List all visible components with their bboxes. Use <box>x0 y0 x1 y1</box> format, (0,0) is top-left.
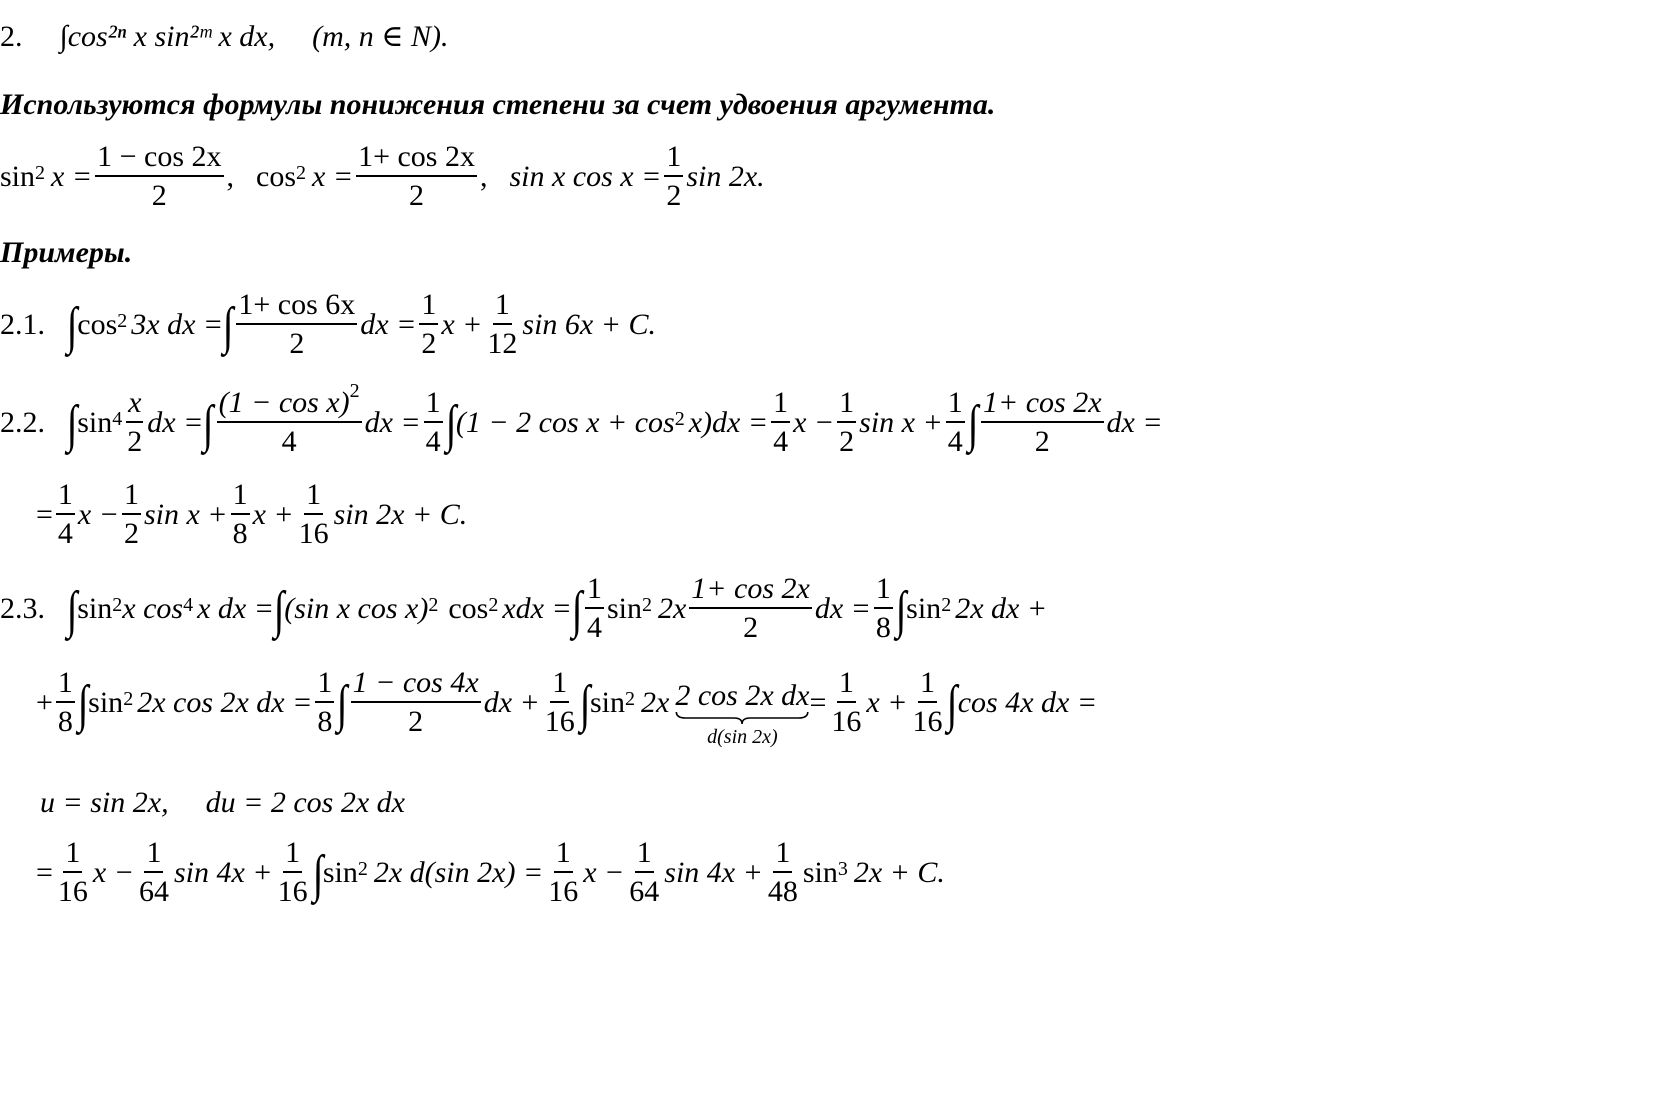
f3-right: sin 2x. <box>686 159 765 193</box>
ex23-l2-b: 2x cos 2x dx = <box>137 685 313 719</box>
ex23-l3: u = sin 2x, <box>40 786 169 819</box>
ex23-l4-frac5 <box>627 838 661 907</box>
f3-num: 1 <box>664 142 683 177</box>
ex23-l2-plus: + <box>36 685 53 719</box>
ex23-l4-d2: 64 <box>138 875 169 908</box>
ex22-h: sin x + <box>859 405 943 439</box>
ex22-frac6 <box>946 388 965 457</box>
example-2-1: 2.1. ∫ cos $^2$ 3x dx = ∫ $\frac{1+ \cos 6x}{2}$ dx = $\frac{1}{2}$ x + $\frac{1}{12}$ sin 6x + C. <box>0 288 657 360</box>
ex23-l4-n1: 1 <box>63 838 82 873</box>
ex21-d2: 2 <box>421 327 437 360</box>
ex22-n4: 1 <box>771 388 790 423</box>
ex23-l2-n6: 1 <box>918 668 937 703</box>
integral-sign: ∫ <box>66 297 78 355</box>
f1-den: 2 <box>151 179 167 212</box>
integral-sign: ∫ <box>947 675 958 733</box>
ex23-l4-frac6 <box>766 838 800 907</box>
ex22-i: dx = <box>1106 405 1163 439</box>
ex22-e: (1 − 2 cos x + cos <box>455 405 675 439</box>
ex23-l2-d2: 8 <box>317 705 333 738</box>
ex22-r-frac1 <box>56 480 75 549</box>
ex23-l2-frac1 <box>56 668 75 737</box>
ex22-r-frac2 <box>122 480 141 549</box>
integral-sign: ∫ <box>337 675 348 733</box>
f1-var: x = <box>51 159 93 193</box>
ex22-r-d2: 2 <box>123 517 139 550</box>
ex23-l4-d6: 48 <box>767 875 798 908</box>
ex23-l2-frac3 <box>351 668 481 737</box>
ex23-l4-frac3 <box>276 838 310 907</box>
ex22-r-d: sin 2x + C. <box>333 497 468 531</box>
ex23-i: dx = <box>814 591 871 625</box>
ex23-j: sin <box>906 591 942 625</box>
ex22-f: x)dx = <box>688 405 769 439</box>
ex22-r-d1: 4 <box>57 517 73 550</box>
example-2-3-result: = $\frac{1}{16}$ x − $\frac{1}{64}$ sin 4x + $\frac{1}{16}$ ∫ sin $^2$ 2x d(sin 2x) = $\frac{1}{16}$ x − $\frac{1}{64}$ sin 4x + $\frac{1}{48}$ sin $^3$ 2x + C. <box>36 836 945 908</box>
integral-sign: ∫ <box>66 395 78 453</box>
ex23-frac1 <box>585 574 604 643</box>
ex23-l4-h: 2x + C. <box>853 855 945 889</box>
ex23-l2-c: dx + <box>483 685 540 719</box>
ex22-d6: 4 <box>947 425 963 458</box>
ex21-f: sin 6x + C. <box>522 307 657 341</box>
ex23-l4-n2: 1 <box>144 838 163 873</box>
ex23-l2-n3: 1 − cos 4x <box>351 668 481 703</box>
ex22-r-n3: 1 <box>231 480 250 515</box>
integral-sign: ∫ <box>312 845 324 903</box>
integral-sign: ∫ <box>967 395 979 453</box>
integral-sign: ∫ <box>895 581 907 639</box>
heading-condition: (m, n ∈ N). <box>312 20 449 53</box>
heading-integral: ∫cos²ⁿ x sin²ᵐ x dx, <box>59 20 276 53</box>
f3-left: sin x cos x = <box>509 159 662 193</box>
f2-var: x = <box>312 159 354 193</box>
ex23-k: 2x dx + <box>955 591 1048 625</box>
example-2-2-result <box>36 480 467 549</box>
ex22-frac5 <box>837 388 856 457</box>
ex22-r-n1: 1 <box>56 480 75 515</box>
ex23-l4-g: sin <box>802 855 838 889</box>
ex21-c: dx = <box>360 307 417 341</box>
ex23-n3: 1 <box>874 574 893 609</box>
ex21-n2: 1 <box>419 290 438 325</box>
ex22-n5: 1 <box>837 388 856 423</box>
ex23-l2-d3: 2 <box>408 705 424 738</box>
ex23-l4-d1: 16 <box>57 875 88 908</box>
ex23-l2-d5: 16 <box>831 705 862 738</box>
ex22-n2-wrap <box>217 380 362 423</box>
integral-sign: ∫ <box>222 297 234 355</box>
formulas-line: sin $^2$ x = $\frac{1 - \cos 2x}{2}$ , cos $^2$ x = $\frac{1+ \cos 2x}{2}$ , sin x cos x = $\frac{1}{2}$ sin 2x. <box>0 140 765 212</box>
ex23-l4-d5: 64 <box>629 875 660 908</box>
ex21-n1: 1+ cos 6x <box>236 290 357 325</box>
integral-sign: ∫ <box>77 675 89 733</box>
ex22-b: dx = <box>147 405 204 439</box>
ex22-r-eq: = <box>36 497 53 531</box>
ex23-l2-g: x + <box>866 685 908 719</box>
ex23-l4-c: sin <box>322 855 358 889</box>
ex23-l4-frac2 <box>137 838 171 907</box>
ex22-n1: x <box>126 388 143 423</box>
f3-fraction <box>664 142 683 211</box>
ex23-n2: 1+ cos 2x <box>689 574 812 609</box>
substitution-line <box>40 788 405 818</box>
ex22-frac2 <box>217 380 362 458</box>
ex21-frac1 <box>236 290 357 359</box>
ex23-l2-e: 2x <box>641 685 670 719</box>
ex23-l4-e: x − <box>583 855 625 889</box>
ex23-l2-brace-bottom: d(sin 2x) <box>707 725 778 748</box>
ex21-label: 2.1. <box>0 307 45 341</box>
f2-left: cos <box>256 159 296 193</box>
ex23-d2: 2 <box>743 611 759 644</box>
ex23-l4-n3: 1 <box>283 838 302 873</box>
f2-num: 1+ cos 2x <box>356 142 477 177</box>
ex23-l2-d1: 8 <box>57 705 73 738</box>
ex23-e: cos <box>448 591 489 625</box>
f3-den: 2 <box>666 179 682 212</box>
ex22-n7: 1+ cos 2x <box>981 388 1104 423</box>
ex23-l2-n5: 1 <box>837 668 856 703</box>
underbrace-icon <box>675 711 809 725</box>
ex23-f: xdx = <box>502 591 572 625</box>
ex23-l4-frac1 <box>56 838 90 907</box>
ex21-a: cos <box>77 307 118 341</box>
ex22-a: sin <box>77 405 113 439</box>
ex21-b: 3x dx = <box>131 307 224 341</box>
ex22-label: 2.2. <box>0 405 45 439</box>
ex22-d4: 4 <box>773 425 789 458</box>
ex23-label: 2.3. <box>0 591 45 625</box>
ex23-l4-d3: 16 <box>277 875 308 908</box>
ex22-c: dx = <box>364 405 421 439</box>
ex23-d1: 4 <box>586 611 602 644</box>
ex23-h: 2x <box>657 591 687 625</box>
ex22-d5: 2 <box>839 425 855 458</box>
underbrace-group <box>675 678 810 748</box>
ex23-d: (sin x cos x) <box>284 591 429 625</box>
ex23-l2-h: cos 4x dx = <box>957 685 1098 719</box>
ex22-n6: 1 <box>946 388 965 423</box>
ex23-frac3 <box>874 574 893 643</box>
ex21-frac2 <box>419 290 438 359</box>
ex23-l2-n2: 1 <box>315 668 334 703</box>
ex23-l2-d6: 16 <box>912 705 943 738</box>
ex23-l2-n4: 1 <box>550 668 569 703</box>
ex22-r-c: x + <box>252 497 294 531</box>
ex22-r-d4: 16 <box>298 517 329 550</box>
ex23-c: x dx = <box>197 591 274 625</box>
ex21-n3: 1 <box>493 290 512 325</box>
ex23-l2-frac2 <box>315 668 334 737</box>
ex22-g: x − <box>793 405 835 439</box>
ex22-r-frac3 <box>231 480 250 549</box>
intro-text: Используются формулы понижения степени за счет удвоения аргумента. <box>0 88 996 121</box>
example-2-2: 2.2. ∫ sin $^4$ $\frac{x}{2}$ dx = ∫ $\frac{(1 - \cos x)^2}{4}$ dx = $\frac{1}{4}$ ∫ (1 − 2 cos x + cos $^2$ x)dx = $\frac{1}{4}$ x − $\frac{1}{2}$ sin x + $\frac{1}{4}$ ∫ $\frac{1+ \cos 2x}{2}$ dx = <box>0 380 1163 458</box>
integral-sign: ∫ <box>445 395 457 453</box>
ex23-l4-a: x − <box>92 855 134 889</box>
ex23-d3: 8 <box>875 611 891 644</box>
ex22-d7: 2 <box>1034 425 1050 458</box>
ex21-d3: 12 <box>487 327 518 360</box>
ex23-l2-n1: 1 <box>56 668 75 703</box>
ex23-l4-b: sin 4x + <box>173 855 273 889</box>
ex22-r-frac4 <box>297 480 331 549</box>
ex23-l2-frac5 <box>829 668 863 737</box>
f2-den: 2 <box>409 179 425 212</box>
ex23-l2-d4: 16 <box>544 705 575 738</box>
ex22-d2: 4 <box>281 425 297 458</box>
integral-sign: ∫ <box>273 581 285 639</box>
ex23-l2-frac6 <box>910 668 944 737</box>
ex23-l4-n5: 1 <box>635 838 654 873</box>
ex23-g: sin <box>606 591 642 625</box>
ex23-l2-brace-top: 2 cos 2x dx <box>675 678 810 712</box>
ex23-l4-n4: 1 <box>554 838 573 873</box>
ex23-l2-frac4 <box>543 668 577 737</box>
ex21-frac3 <box>485 290 519 359</box>
ex21-d1: 2 <box>289 327 305 360</box>
ex22-r-a: x − <box>77 497 119 531</box>
f1-fraction <box>95 142 223 211</box>
ex23-frac2 <box>689 574 812 643</box>
ex22-d3: 4 <box>425 425 441 458</box>
ex23-n1: 1 <box>585 574 604 609</box>
ex22-n2-pow: 2 <box>349 380 360 402</box>
ex22-d1: 2 <box>127 425 143 458</box>
f2-fraction <box>356 142 477 211</box>
integral-sign: ∫ <box>571 581 583 639</box>
ex23-l4-d4: 16 <box>548 875 579 908</box>
f1-left: sin <box>0 159 36 193</box>
ex23-l2-f: = <box>809 685 827 719</box>
ex22-r-d3: 8 <box>232 517 248 550</box>
ex21-e: x + <box>441 307 483 341</box>
heading-number: 2. <box>0 20 23 53</box>
ex23-l3b: du = 2 cos 2x dx <box>205 786 405 819</box>
ex23-l2-a: sin <box>88 685 124 719</box>
ex22-frac3 <box>424 388 443 457</box>
ex23-b: x cos <box>122 591 184 625</box>
integral-sign: ∫ <box>579 675 591 733</box>
examples-label: Примеры. <box>0 236 133 269</box>
ex23-l4-eq: = <box>36 855 53 889</box>
ex22-r-n4: 1 <box>304 480 323 515</box>
ex23-l4-n6: 1 <box>773 838 792 873</box>
example-2-3: 2.3. ∫ sin $^2$ x cos $^4$ x dx = ∫ (sin x cos x) $^2$ cos $^2$ xdx = ∫ $\frac{1}{4}$ sin $^2$ 2x $\frac{1+ \cos 2x}{2}$ dx = $\frac{1}{8}$ ∫ sin $^2$ 2x dx + <box>0 572 1048 644</box>
ex22-frac1 <box>125 388 144 457</box>
ex22-n3: 1 <box>424 388 443 423</box>
f1-num: 1 − cos 2x <box>95 142 223 177</box>
example-2-3-line2: + $\frac{1}{8}$ ∫ sin $^2$ 2x cos 2x dx = $\frac{1}{8}$ ∫ $\frac{1 - \cos 4x}{2}$ dx + $\frac{1}{16}$ ∫ sin $^2$ 2x 2 cos 2x dx d(sin 2x) = $\frac{1}{16}$ x + $\frac{1}{16}$ ∫ cos 4x dx = <box>36 666 1098 748</box>
ex22-r-b: sin x + <box>143 497 228 531</box>
ex23-l4-f: sin 4x + <box>664 855 763 889</box>
integral-sign: ∫ <box>203 395 214 453</box>
ex22-r-n2: 1 <box>122 480 141 515</box>
ex23-l4-d: 2x d(sin 2x) = <box>373 855 544 889</box>
integral-sign: ∫ <box>66 581 78 639</box>
heading-line <box>0 22 449 52</box>
ex22-n2: (1 − cos x) <box>218 386 350 419</box>
ex22-frac4 <box>771 388 790 457</box>
ex23-l4-frac4 <box>546 838 580 907</box>
ex23-l2-d: sin <box>590 685 626 719</box>
ex22-frac7 <box>981 388 1104 457</box>
ex23-a: sin <box>77 591 113 625</box>
